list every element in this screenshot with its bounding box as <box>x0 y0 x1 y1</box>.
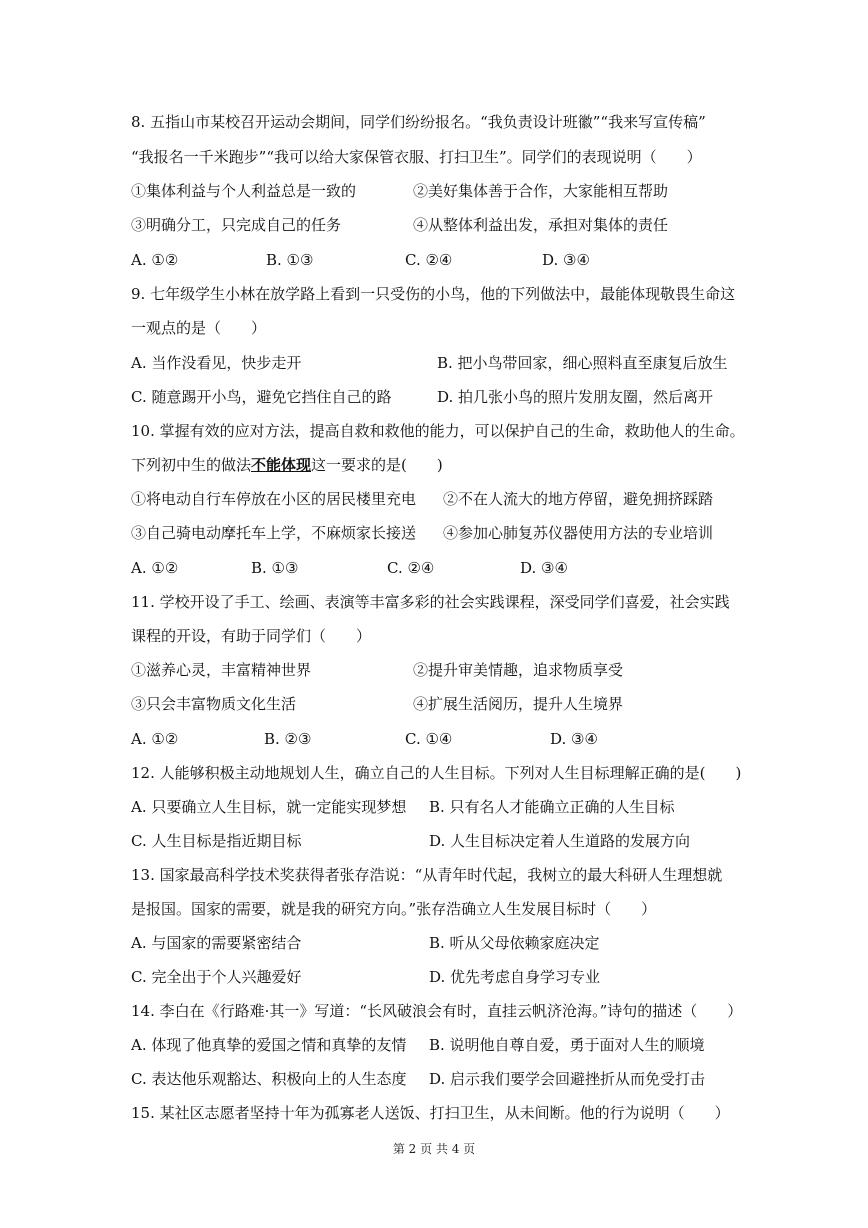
question-12-stem: 12. 人能够积极主动地规划人生，确立自己的人生目标。下列对人生目标理解正确的是( ) <box>131 764 742 782</box>
question-10-item-1: ①将电动自行车停放在小区的居民楼里充电 <box>131 490 417 508</box>
question-10-stem-line-1: 10. 掌握有效的应对方法，提高自救和救他的能力，可以保护自己的生命，救助他人的生命。 <box>131 422 745 440</box>
question-10-choice-a: A. ①② <box>131 559 179 577</box>
question-10-item-2: ②不在人流大的地方停留，避免拥挤踩踏 <box>443 490 714 508</box>
question-8-item-1: ①集体利益与个人利益总是一致的 <box>131 182 357 200</box>
question-13-option-c: C. 完全出于个人兴趣爱好 <box>131 968 302 986</box>
question-11-stem-line-1: 11. 学校开设了手工、绘画、表演等丰富多彩的社会实践课程，深受同学们喜爱，社会实践 <box>131 593 730 611</box>
question-11-item-4: ④扩展生活阅历，提升人生境界 <box>413 695 624 713</box>
question-8-stem-line-1: 8. 五指山市某校召开运动会期间，同学们纷纷报名。“我负责设计班徽”“我来写宣传稿” <box>131 113 706 131</box>
question-15-stem: 15. 某社区志愿者坚持十年为孤寡老人送饭、打扫卫生，从未间断。他的行为说明（ ） <box>131 1104 730 1122</box>
question-14-stem: 14. 李白在《行路难·其一》写道：“长风破浪会有时，直挂云帆济沧海。”诗句的描述（ ） <box>131 1002 743 1020</box>
question-13-option-d: D. 优先考虑自身学习专业 <box>429 968 601 986</box>
question-12-option-b: B. 只有名人才能确立正确的人生目标 <box>429 798 675 816</box>
question-8-stem-line-2: “我报名一千米跑步”“我可以给大家保管衣服、打扫卫生”。同学们的表现说明（ ） <box>131 148 702 166</box>
question-8-choice-a: A. ①② <box>131 251 179 269</box>
question-8-item-2: ②美好集体善于合作，大家能相互帮助 <box>413 182 669 200</box>
question-8-item-3: ③明确分工，只完成自己的任务 <box>131 216 342 234</box>
page-footer: 第 2 页 共 4 页 <box>392 1142 476 1156</box>
question-11-choice-c: C. ①④ <box>405 730 453 748</box>
question-13-option-a: A. 与国家的需要紧密结合 <box>131 934 302 952</box>
question-12-option-d: D. 人生目标决定着人生道路的发展方向 <box>429 832 691 850</box>
question-11-choice-b: B. ②③ <box>264 730 312 748</box>
question-13-stem-line-2: 是报国。国家的需要，就是我的研究方向。”张存浩确立人生发展目标时（ ） <box>131 900 657 918</box>
question-11-item-2: ②提升审美情趣，追求物质享受 <box>413 661 624 679</box>
question-11-choice-a: A. ①② <box>131 730 179 748</box>
question-11-choice-d: D. ③④ <box>550 730 598 748</box>
question-11-item-1: ①滋养心灵，丰富精神世界 <box>131 661 312 679</box>
question-8-choice-d: D. ③④ <box>542 251 590 269</box>
question-10-choice-d: D. ③④ <box>520 559 568 577</box>
question-10-emphasis: 不能体现 <box>251 456 312 474</box>
question-12-option-a: A. 只要确立人生目标，就一定能实现梦想 <box>131 798 407 816</box>
question-9-option-d: D. 拍几张小鸟的照片发朋友圈，然后离开 <box>437 388 714 406</box>
question-14-option-a: A. 体现了他真挚的爱国之情和真挚的友情 <box>131 1036 407 1054</box>
question-9-option-b: B. 把小鸟带回家，细心照料直至康复后放生 <box>437 354 728 372</box>
question-9-stem-line-1: 9. 七年级学生小林在放学路上看到一只受伤的小鸟，他的下列做法中，最能体现敬畏生命这 <box>131 285 736 303</box>
question-13-stem-line-1: 13. 国家最高科学技术奖获得者张存浩说：“从青年时代起，我树立的最大科研人生理想就 <box>131 866 723 884</box>
question-10-stem-suffix: 这一要求的是( ) <box>311 456 443 474</box>
question-8-choice-b: B. ①③ <box>266 251 314 269</box>
question-10-choice-b: B. ①③ <box>251 559 299 577</box>
question-10-stem-prefix: 下列初中生的做法 <box>131 456 252 474</box>
question-10-item-3: ③自己骑电动摩托车上学，不麻烦家长接送 <box>131 524 417 542</box>
question-8-choice-c: C. ②④ <box>405 251 453 269</box>
question-11-stem-line-2: 课程的开设，有助于同学们（ ） <box>131 627 372 645</box>
question-14-option-c: C. 表达他乐观豁达、积极向上的人生态度 <box>131 1070 407 1088</box>
question-10-stem-line-2 <box>131 454 443 476</box>
question-10-choice-c: C. ②④ <box>387 559 435 577</box>
question-8-item-4: ④从整体利益出发，承担对集体的责任 <box>413 216 669 234</box>
question-14-option-d: D. 启示我们要学会回避挫折从而免受打击 <box>429 1070 706 1088</box>
question-13-option-b: B. 听从父母依赖家庭决定 <box>429 934 600 952</box>
question-10-item-4: ④参加心肺复苏仪器使用方法的专业培训 <box>443 524 714 542</box>
question-14-option-b: B. 说明他自尊自爱，勇于面对人生的顺境 <box>429 1036 705 1054</box>
question-12-option-c: C. 人生目标是指近期目标 <box>131 832 302 850</box>
question-9-stem-line-2: 一观点的是（ ） <box>131 319 267 337</box>
question-9-option-a: A. 当作没看见，快步走开 <box>131 354 302 372</box>
question-11-item-3: ③只会丰富物质文化生活 <box>131 695 297 713</box>
question-9-option-c: C. 随意踢开小鸟，避免它挡住自己的路 <box>131 388 392 406</box>
